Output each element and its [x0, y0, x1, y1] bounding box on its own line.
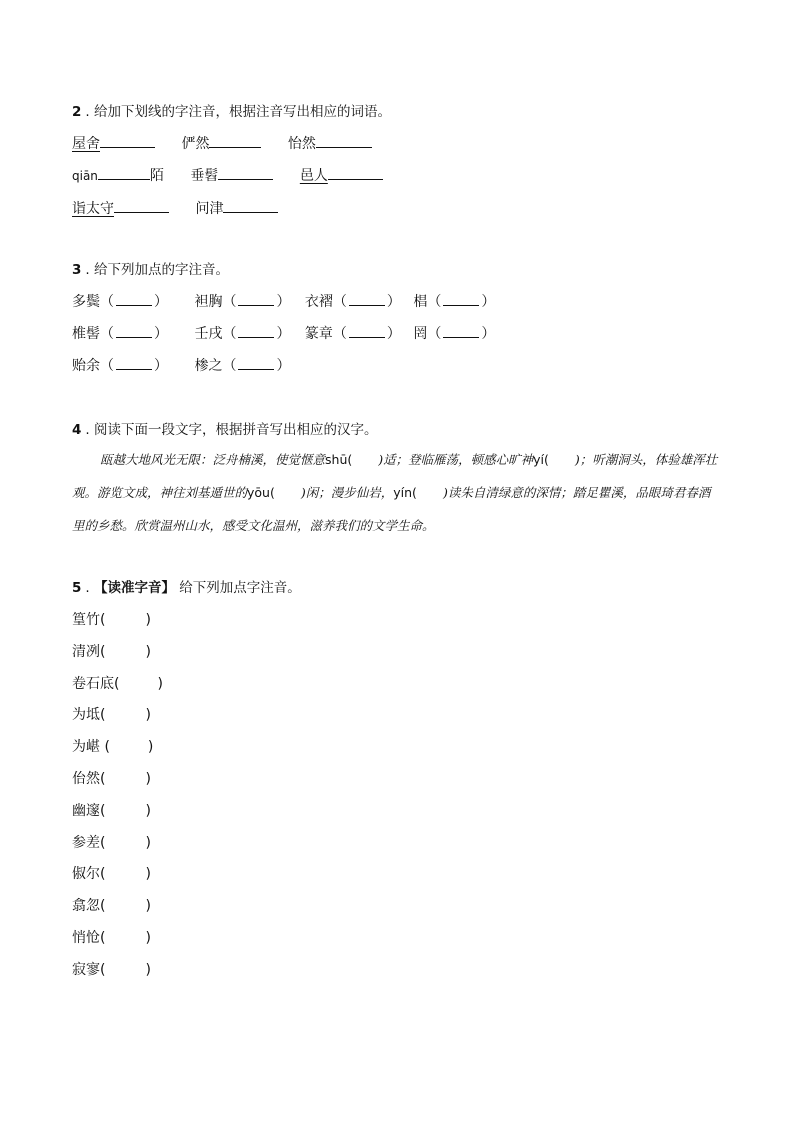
- q5-list-item: [72, 801, 151, 821]
- answer-blank[interactable]: [116, 292, 152, 306]
- q5-list-item: [72, 642, 151, 662]
- question-5-number: 5: [72, 580, 82, 596]
- q5-item-close-paren: ): [157, 675, 163, 692]
- q5-item-label: 清冽(: [72, 643, 106, 660]
- question-2-title: 2 . 给加下划线的字注音，根据注音写出相应的词语。: [72, 104, 391, 120]
- q3-item: 袒胸（ ）: [194, 294, 291, 310]
- answer-blank[interactable]: [238, 324, 274, 338]
- answer-blank[interactable]: [116, 324, 152, 338]
- q5-item-label: 悄怆(: [72, 930, 106, 946]
- q5-item-close-paren: ): [145, 898, 151, 915]
- q5-item-label: 为坻(: [72, 707, 106, 724]
- q5-list-item: [72, 610, 151, 630]
- question-4-title: 4 . 阅读下面一段文字，根据拼音写出相应的汉字。: [72, 422, 378, 438]
- q5-item-close-paren: ): [145, 612, 151, 628]
- question-3-text: 给下列加点的字注音。: [94, 262, 229, 278]
- answer-blank[interactable]: [316, 133, 372, 148]
- q5-item-close-paren: ): [145, 961, 151, 978]
- q5-item-close-paren: ): [145, 866, 151, 883]
- answer-blank[interactable]: [443, 324, 479, 338]
- q2-item: 俨然: [181, 133, 261, 155]
- question-5-text: 给下列加点字注音。: [179, 580, 301, 596]
- question-2-row-3: [72, 198, 300, 220]
- q2-item: 诣太守: [72, 198, 169, 220]
- q5-item-close-paren: ): [145, 643, 151, 660]
- q5-item-label: 篁竹(: [72, 612, 106, 628]
- q3-item: 多鬓（ ）: [72, 294, 168, 310]
- question-3-title: 3 . 给下列加点的字注音。: [72, 262, 229, 278]
- question-2-number: 2: [72, 104, 82, 120]
- answer-blank[interactable]: [238, 356, 274, 370]
- q5-list-item: [72, 928, 151, 948]
- question-4-text: 阅读下面一段文字，根据拼音写出相应的汉字。: [94, 422, 378, 438]
- q5-item-close-paren: ): [145, 930, 151, 946]
- q5-item-label: 为嵁 (: [72, 739, 110, 756]
- q5-item-label: 寂寥(: [72, 961, 106, 978]
- question-4-passage: 瓯越大地风光无限：泛舟楠溪，使觉惬意shū( )适；登临雁荡，顿感心旷神yí( )；听潮洞头，体验雄浑壮观。游览文成，神往刘基遁世的yōu( )闲；漫步仙岩，yín( )读朱自清绿意的深情；踏足瞿溪，品眼琦君春酒里的乡愁。欣赏温州山水，感受文化温州，滋养我们的文学生命。: [72, 452, 718, 533]
- answer-blank[interactable]: [98, 165, 150, 180]
- answer-blank[interactable]: [218, 165, 273, 180]
- q5-item-close-paren: ): [145, 707, 151, 724]
- question-5-title: 5 . 【读准字音】 给下列加点字注音。: [72, 580, 301, 596]
- answer-blank[interactable]: [349, 324, 385, 338]
- q3-item: 壬戌（ ）: [194, 326, 291, 342]
- q5-item-close-paren: ): [145, 834, 151, 851]
- question-3-number: 3: [72, 262, 82, 278]
- q5-list-item: [72, 960, 151, 980]
- q5-item-label: 卷石底(: [72, 675, 120, 692]
- q3-item: 椎髻（ ）: [72, 326, 168, 342]
- question-3-row-1: [72, 291, 517, 313]
- q2-item: 屋舍: [72, 133, 155, 155]
- q2-item: qiān 陌: [72, 165, 164, 187]
- answer-blank[interactable]: [349, 292, 385, 306]
- q2-item: 垂髫: [190, 165, 273, 187]
- q5-list-item: [72, 864, 151, 884]
- q5-item-label: 翕忽(: [72, 898, 106, 915]
- q2-item: 邑人: [300, 165, 383, 187]
- question-4-number: 4: [72, 422, 82, 438]
- question-3-row-3: [72, 355, 312, 377]
- q2-item: 怡然: [288, 133, 372, 155]
- answer-blank[interactable]: [100, 133, 155, 148]
- question-3-row-2: [72, 323, 517, 345]
- q3-item: 椙（ ）: [413, 294, 496, 310]
- q5-item-close-paren: ): [147, 739, 154, 756]
- q5-list-item: [72, 769, 151, 789]
- q3-item: 衣褶（ ）: [304, 294, 401, 310]
- q5-list-item: [72, 896, 151, 916]
- q5-item-label: 俶尔(: [72, 866, 106, 883]
- q3-item: 椮之（ ）: [194, 358, 291, 374]
- answer-blank[interactable]: [209, 133, 261, 148]
- q5-list-item: [72, 737, 153, 757]
- question-2-text: 给加下划线的字注音，根据注音写出相应的词语。: [94, 104, 391, 120]
- q3-item: 贻余（ ）: [72, 358, 168, 374]
- question-2-row-1: [72, 133, 394, 155]
- q5-item-label: 幽邃(: [72, 802, 106, 819]
- q5-item-label: 参差(: [72, 834, 106, 851]
- q3-item: 篆章（ ）: [304, 326, 401, 342]
- q5-list-item: [72, 674, 163, 694]
- question-2-row-2: [72, 165, 405, 187]
- q5-item-close-paren: ): [145, 771, 151, 787]
- answer-blank[interactable]: [114, 198, 169, 213]
- q2-item: 问津: [195, 198, 278, 220]
- answer-blank[interactable]: [328, 165, 383, 180]
- answer-blank[interactable]: [443, 292, 479, 306]
- q3-item: 罔（ ）: [413, 326, 496, 342]
- answer-blank[interactable]: [238, 292, 274, 306]
- q5-list-item: [72, 833, 151, 853]
- answer-blank[interactable]: [223, 198, 278, 213]
- answer-blank[interactable]: [116, 356, 152, 370]
- q5-list-item: [72, 705, 151, 725]
- q5-item-close-paren: ): [145, 802, 151, 819]
- q5-item-label: 佁然(: [72, 771, 106, 787]
- question-5-tag: 【读准字音】: [94, 580, 175, 596]
